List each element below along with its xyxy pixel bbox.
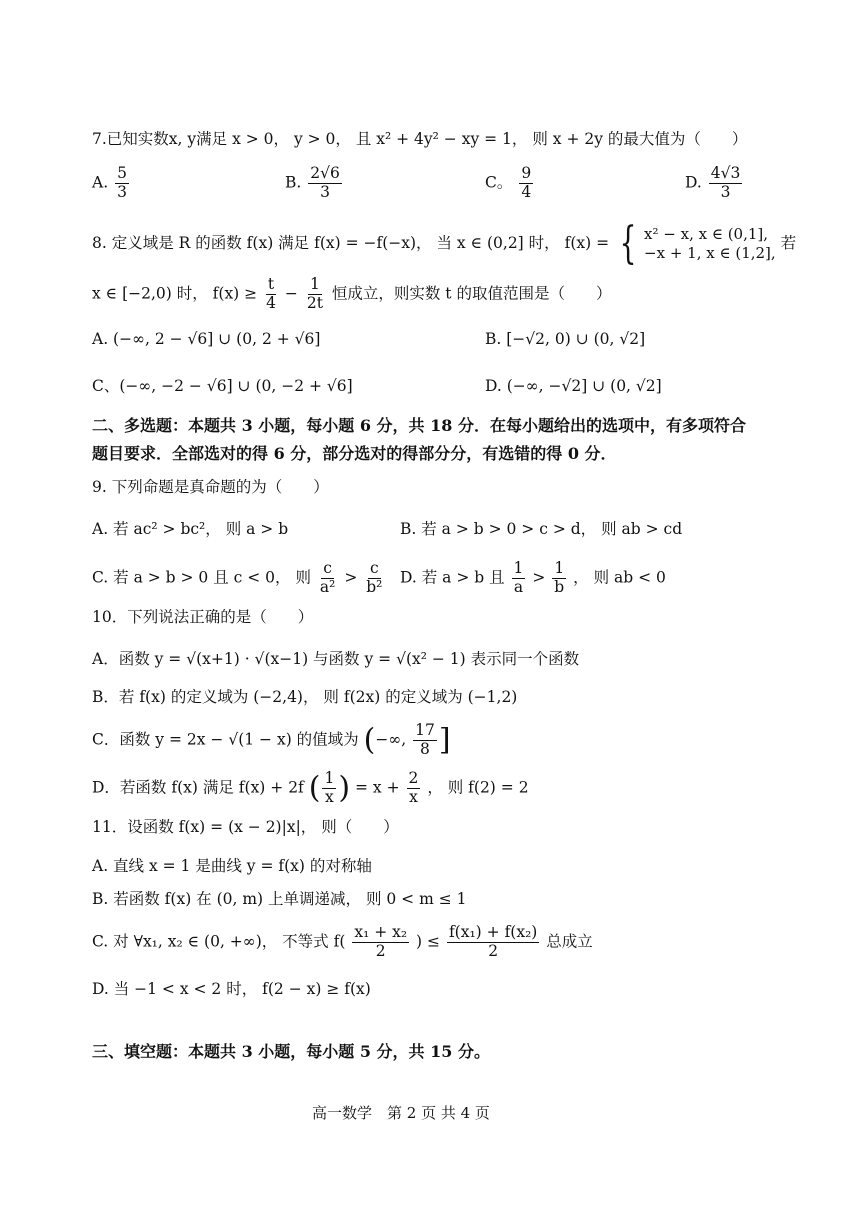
q10-option-d: D．若函数 f(x) 满足 f(x) + 2f ( $\frac{1}{x}$ ) = x + $\frac{2}{x}$ ， 则 f(2) = 2 — [92, 769, 529, 806]
q11-option-c-text: C. 对 ∀x₁, x₂ ∈ (0, +∞)， 不等式 f( — [92, 932, 346, 951]
q10-option-d-eq: = x + — [354, 778, 400, 797]
q7-option-b-label: B. — [285, 173, 302, 192]
q11-option-b: B. 若函数 f(x) 在 (0, m) 上单调递减， 则 0 < m ≤ 1 — [92, 890, 467, 908]
q10-option-d-tail: ， 则 f(2) = 2 — [427, 778, 529, 797]
section3-heading: 三、填空题：本题共 3 小题，每小题 5 分，共 15 分。 — [92, 1042, 490, 1061]
q8-option-a: A. (−∞, 2 − √6] ∪ (0, 2 + √6] — [92, 330, 321, 348]
q11-option-d: D. 当 −1 < x < 2 时， f(2 − x) ≥ f(x) — [92, 980, 371, 998]
q10-option-c: C．函数 y = 2x − √(1 − x) 的值域为 (−∞, $\frac{17}{8}$ ] — [92, 721, 451, 758]
q8-piecewise: { x² − x, x ∈ (0,1], −x + 1, x ∈ (1,2], — [619, 218, 776, 269]
q8-option-d: D. (−∞, −√2] ∪ (0, √2] — [485, 377, 662, 395]
q11-option-c-fraction2: $\frac{\text{f(x₁) + f(x₂)}}{2}$ — [448, 923, 538, 960]
q10-option-c-interval: −∞, — [375, 730, 407, 749]
q9-option-c-fraction1: $\frac{c}{\text{a²}}$ — [319, 559, 336, 596]
q7-option-b — [285, 165, 344, 202]
q8-stem-text: 8. 定义域是 R 的函数 f(x) 满足 f(x) = −f(−x)， 当 x ∈ (0,2] 时， — [92, 234, 560, 252]
q10-option-c-text: C．函数 y = 2x − √(1 − x) 的值域为 — [92, 730, 359, 749]
q9-option-d-tail: ， 则 ab < 0 — [573, 568, 666, 587]
q11-option-c-leq: ) ≤ — [416, 932, 440, 951]
q7-option-b-fraction: $\frac{2√6}{3}$ — [310, 164, 340, 201]
q10-option-a: A．函数 y = √(x+1) · √(x−1) 与函数 y = √(x² − 1) 表示同一个函数 — [92, 650, 580, 668]
q9-option-d-text: D. 若 a > b 且 — [400, 568, 505, 587]
q9-stem: 9. 下列命题是真命题的为（ ） — [92, 478, 329, 496]
q11-option-c — [92, 924, 593, 961]
q7-option-c — [485, 165, 535, 202]
q10-stem: 10．下列说法正确的是（ ） — [92, 608, 314, 626]
q9-option-c-gt: > — [344, 568, 358, 587]
q10-option-d-text: D．若函数 f(x) 满足 f(x) + 2f — [92, 778, 304, 797]
q8-case1: x² − x, x ∈ (0,1], — [644, 224, 769, 243]
q7-option-c-label: C。 — [485, 173, 513, 192]
section2-heading-line1: 二、多选题：本题共 3 小题，每小题 6 分，共 18 分．在每小题给出的选项中，有多项符合 — [92, 416, 746, 435]
page-footer: 高一数学 第 2 页 共 4 页 — [312, 1104, 490, 1122]
q8-question: 恒成立，则实数 t 的取值范围是（ ） — [331, 284, 612, 303]
q7-stem: 7.已知实数x, y满足 x > 0， y > 0， 且 x² + 4y² − xy = 1， 则 x + 2y 的最大值为（ ） — [92, 130, 748, 148]
q9-option-a: A. 若 ac² > bc²， 则 a > b — [92, 520, 289, 538]
q9-option-d-fraction2: $\frac{1}{b}$ — [554, 559, 565, 596]
q7-option-a-label: A. — [92, 173, 109, 192]
q7-option-c-fraction: $\frac{9}{4}$ — [521, 164, 532, 201]
q8-fraction-1-2t: $\frac{1}{2t}$ — [306, 275, 323, 312]
q7-option-d-label: D. — [685, 173, 702, 192]
q8-condition: x ∈ [−2,0) 时， f(x) ≥ — [92, 284, 258, 303]
q9-option-d-gt: > — [532, 568, 546, 587]
q8-ruo: 若 — [780, 234, 797, 252]
q9-option-d-fraction1: $\frac{1}{a}$ — [513, 559, 524, 596]
q7-option-a — [92, 165, 131, 202]
q8-stem-line2 — [92, 276, 611, 313]
q7-option-a-fraction: $\frac{5}{3}$ — [117, 164, 127, 201]
q10-option-d-fraction2: $\frac{2}{x}$ — [408, 769, 419, 806]
q11-option-c-fraction1: $\frac{\text{x₁ + x₂}}{2}$ — [354, 923, 408, 960]
q11-option-a: A. 直线 x = 1 是曲线 y = f(x) 的对称轴 — [92, 857, 372, 875]
q8-fraction-t4: $\frac{t}{4}$ — [266, 275, 276, 312]
q8-fx: f(x) = — [564, 234, 610, 252]
q9-option-c-text: C. 若 a > b > 0 且 c < 0， 则 — [92, 568, 311, 587]
q8-stem-line1 — [92, 218, 797, 269]
q8-option-b: B. [−√2, 0) ∪ (0, √2] — [485, 330, 646, 348]
q9-option-d — [400, 560, 666, 597]
q8-minus: − — [284, 284, 298, 303]
q7-option-d — [685, 165, 744, 202]
q10-option-c-fraction: $\frac{17}{8}$ — [415, 721, 435, 758]
q7-option-d-fraction: $\frac{4√3}{3}$ — [710, 164, 741, 201]
q9-option-b: B. 若 a > b > 0 > c > d， 则 ab > cd — [400, 520, 683, 538]
q8-option-c: C、(−∞, −2 − √6] ∪ (0, −2 + √6] — [92, 377, 353, 395]
q11-stem: 11．设函数 f(x) = (x − 2)|x|， 则（ ） — [92, 818, 399, 836]
section2-heading-line2: 题目要求．全部选对的得 6 分，部分选对的得部分分，有选错的得 0 分． — [92, 444, 617, 463]
q11-option-c-tail: 总成立 — [546, 932, 593, 951]
q9-option-c-fraction2: $\frac{c}{\text{b²}}$ — [366, 559, 383, 596]
q10-option-b: B．若 f(x) 的定义域为 (−2,4)， 则 f(2x) 的定义域为 (−1,2) — [92, 688, 518, 706]
q8-case2: −x + 1, x ∈ (1,2], — [644, 244, 776, 262]
q10-option-d-fraction1: $\frac{1}{x}$ — [324, 769, 335, 806]
q9-option-c — [92, 560, 386, 597]
